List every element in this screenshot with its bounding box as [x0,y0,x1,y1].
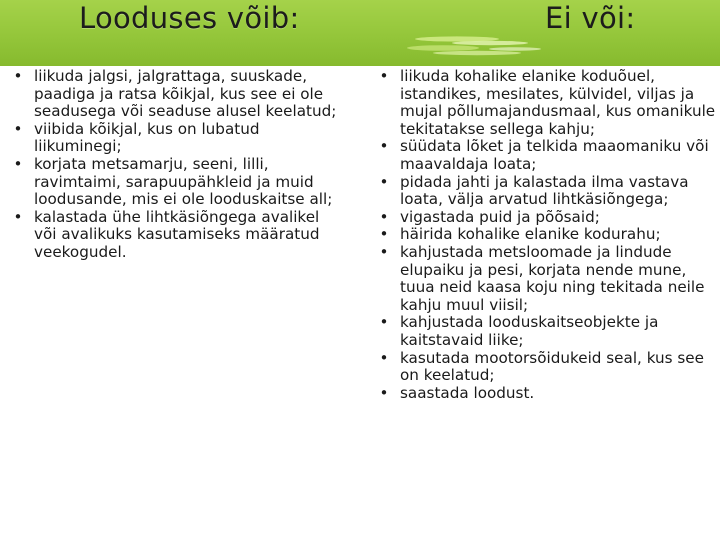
header-band [0,0,720,66]
bullet-icon: • [379,313,389,332]
list-item [10,209,340,262]
list-item [10,156,340,209]
allowed-title: Looduses võib: [79,1,300,35]
list-item [10,121,340,156]
list-item [376,226,716,244]
list-item-text: kahjustada looduskaitseobjekte ja kaitstavaid liike; [400,313,659,349]
list-item-text: süüdata lõket ja telkida maaomaniku või maavaldaja loata; [400,137,709,173]
list-item [376,138,716,173]
list-item-text: kalastada ühe lihtkäsiõngega avalikel või avalikuks kasutamiseks määratud veekogudel. [34,207,320,261]
list-item-text: viibida kõikjal, kus on lubatud liikuminegi; [34,119,260,156]
list-item-text: liikuda jalgsi, jalgrattaga, suuskade, paadiga ja ratsa kõikjal, kus see ei ole seadusega või seaduse alusel keelatud; [34,67,337,121]
list-item-text: korjata metsamarju, seeni, lilli, ravimtaimi, sarapuupähkleid ja muid loodusande, mis ei ole looduskaitse all; [34,154,333,209]
bullet-icon: • [13,119,23,138]
list-item-text: pidada jahti ja kalastada ilma vastava loata, välja arvatud lihtkäsiõngega; [400,172,689,209]
list-item [376,314,716,349]
bullet-icon: • [379,225,389,244]
forbidden-list [376,68,716,402]
list-item [376,174,716,209]
bullet-icon: • [13,154,23,173]
bullet-icon: • [379,383,389,402]
list-item-text: liikuda kohalike elanike koduõuel, istandikes, mesilates, külvidel, viljas ja mujal põllumajandusmaal, kus omanikule tekitatakse sellega kahju; [400,67,716,138]
bullet-icon: • [379,207,389,226]
bullet-icon: • [379,172,389,191]
forbidden-title: Ei või: [545,1,636,35]
list-item [376,244,716,314]
bullet-icon: • [379,137,389,156]
list-item-text: häirida kohalike elanike kodurahu; [400,225,661,244]
list-item [10,68,340,121]
bullet-icon: • [379,67,389,85]
list-item-text: saastada loodust. [400,383,535,402]
decorative-swoosh [395,30,545,60]
list-item-text: vigastada puid ja põõsaid; [400,207,600,226]
bullet-icon: • [379,348,389,367]
list-item [376,385,716,403]
list-item [376,209,716,227]
list-item [376,68,716,138]
bullet-icon: • [13,67,23,85]
list-item [376,350,716,385]
bullet-icon: • [379,242,389,261]
bullet-icon: • [13,207,23,226]
list-item-text: kasutada mootorsõidukeid seal, kus see on keelatud; [400,348,704,385]
allowed-list [10,68,340,262]
list-item-text: kahjustada metsloomade ja lindude elupaiku ja pesi, korjata nende mune, tuua neid kaasa koju ning tekitada neile kahju muul viisil; [400,242,705,314]
